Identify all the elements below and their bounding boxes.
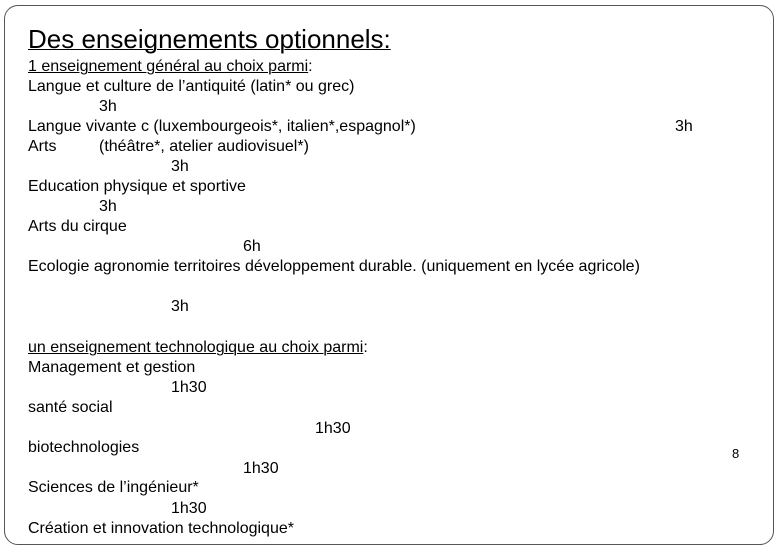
- option-label: Sciences de l’ingénieur*: [28, 479, 199, 496]
- option-hours: 1h30: [243, 460, 279, 477]
- section2-heading: un enseignement technologique au choix parmi:: [28, 339, 368, 356]
- option-label: Education physique et sportive: [28, 178, 246, 195]
- option-label: Arts du cirque: [28, 218, 127, 235]
- option-label: Langue et culture de l’antiquité (latin* ou grec): [28, 78, 355, 95]
- option-hours: 1h30: [315, 420, 351, 437]
- option-hours: 3h: [675, 118, 693, 135]
- option-label: santé social: [28, 399, 113, 416]
- option-label: biotechnologies: [28, 439, 140, 456]
- option-hours: 1h30: [171, 379, 207, 396]
- option-label: Management et gestion: [28, 359, 196, 376]
- option-label: Langue vivante c (luxembourgeois*, italien*,espagnol*): [28, 118, 416, 135]
- option-label: Ecologie agronomie territoires développement durable. (uniquement en lycée agricole): [28, 258, 640, 275]
- option-hours: 3h: [99, 98, 117, 115]
- option-label: (théâtre*, atelier audiovisuel*): [99, 138, 309, 155]
- slide: [4, 5, 774, 545]
- option-label-prefix: Arts: [28, 138, 57, 155]
- page-number: 8: [732, 446, 740, 461]
- page-title: Des enseignements optionnels:: [28, 24, 391, 54]
- option-hours: 3h: [99, 198, 117, 215]
- option-label: Création et innovation technologique*: [28, 520, 294, 537]
- option-hours: 3h: [171, 298, 189, 315]
- option-hours: 3h: [171, 158, 189, 175]
- section1-heading: 1 enseignement général au choix parmi:: [28, 58, 313, 75]
- option-hours: 6h: [243, 238, 261, 255]
- option-hours: 1h30: [171, 500, 207, 517]
